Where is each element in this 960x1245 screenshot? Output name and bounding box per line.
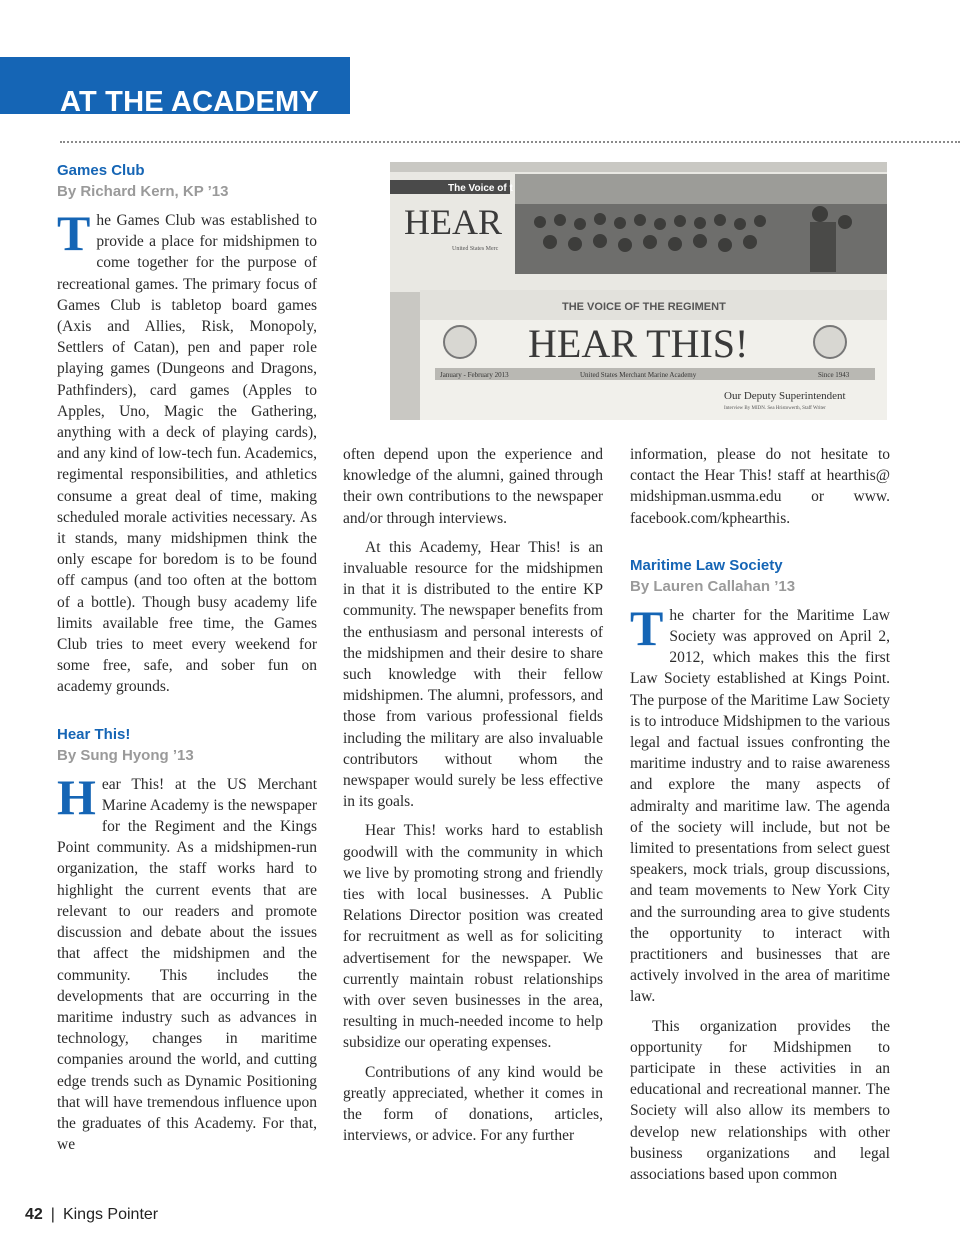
maritime-law-paragraph-2: This organization provides the opportunity for Midshipmen to participate in these activities in an educational and recreational manner. The Society will also allow its members to develop new relationships with other business organizations and legal associations based upon common bbox=[630, 1017, 890, 1184]
footer-separator: | bbox=[50, 1206, 55, 1223]
column-1 bbox=[57, 160, 317, 1163]
masthead: HEAR THIS! bbox=[528, 321, 749, 366]
hear-this-paragraph-1-continued: often depend upon the experience and knowledge of the alumni, gained through their own contributions to the newspaper and/or through interviews. bbox=[343, 446, 603, 527]
games-club-paragraph: The Games Club was established to provide a place for midshipmen to come together for the purpose of recreational games. The primary focus of Games Club is tabletop board games (Axis and Allies, Risk, Monopoly, Settlers of Catan), pen and paper role playing games (Dungeons and Dragons, Pathfinders), card games (Apples to Apples, Uno, Magic the Gathering, anything with a deck of playing cards), and any kind of low-tech fun. Academics, regimental responsibilities, and athletics consume a great deal of time, making scheduled morale activities necessary. As it stands, many midshipmen think the only escape for boredom is to be found off campus (and too often at the bottom of a bottle). Though busy academy life limits available free time, the Games Club tries to meet every weekend for some free, safe, and sober fun on academy grounds. bbox=[57, 205, 317, 696]
column-3 bbox=[630, 444, 890, 1193]
article-credit: Interview By MIDN. Sea Hristowerth, Staff Writer bbox=[724, 406, 826, 411]
dropcap: T bbox=[57, 205, 91, 261]
hear-this-paragraph-4-continued: information, please do not hesitate to contact the Hear This! staff at hearthis@ midshipman.usmma.edu or www. facebook.com/kphearthis. bbox=[630, 446, 890, 527]
back-masthead: HEAR bbox=[404, 202, 502, 242]
dotted-divider bbox=[60, 141, 960, 143]
maritime-law-heading: Maritime Law Society bbox=[630, 556, 783, 574]
since-year: Since 1943 bbox=[818, 371, 850, 379]
hear-this-paragraph-2: At this Academy, Hear This! is an invaluable resource for the midshipmen in that it is distributed to the entire KP community. The newspaper benefits from the enthusiasm and personal interests of the midshipmen and their desire to share such knowledge with their fellow midshipmen. The alumni, professors, and those from various professional fields including the military are also invaluable contributors without whom the newspaper would surely be less effective in its goals. bbox=[343, 538, 603, 811]
games-club-byline: By Richard Kern, KP ’13 bbox=[57, 183, 229, 200]
hear-this-heading: Hear This! bbox=[57, 725, 131, 743]
hear-this-paragraph-1: Hear This! at the US Merchant Marine Academy is the newspaper for the Regiment and the Kings Point community. As a midshipmen-run organization, the staff works hard to highlight the current events that are relevant to our readers and promote discussion and debate about the issues that affect the midshipmen and the community. This includes the developments that are occurring in the maritime industry such as advances in technology, changes in maritime companies around the world, and cutting edge trends such as Dynamic Positioning that will have tremendous influence upon the graduates of this Academy. For that, we bbox=[57, 768, 317, 1154]
back-masthead-tag: The Voice of t bbox=[448, 183, 513, 194]
hear-this-paragraph-4: Contributions of any kind would be greatly appreciated, whether it comes in the form of donations, articles, interviews, or advice. For any further bbox=[343, 1063, 603, 1145]
newspaper-photo bbox=[390, 162, 887, 420]
hear-this-paragraph-3: Hear This! works hard to establish goodwill with the community in which we live by promoting strong and friendly ties with local businesses. A Public Relations Director position was created for recruitment as well as for soliciting advertisement for the newspaper. We currently maintain robust relationships with over seven businesses in the area, resulting in much-needed income to help subsidize our operating expenses. bbox=[343, 822, 603, 1052]
back-subtitle: United States Merc bbox=[452, 246, 499, 252]
masthead-tagline: THE VOICE OF THE REGIMENT bbox=[562, 301, 726, 313]
hear-this-byline: By Sung Hyong ’13 bbox=[57, 746, 194, 764]
publication-name: Kings Pointer bbox=[62, 1206, 159, 1223]
games-club-heading: Games Club bbox=[57, 162, 145, 179]
page-number: 42 bbox=[25, 1206, 43, 1223]
article-headline: Our Deputy Superintendent bbox=[724, 390, 846, 402]
maritime-law-byline: By Lauren Callahan ’13 bbox=[630, 577, 796, 595]
page-footer bbox=[25, 1206, 158, 1224]
maritime-law-paragraph-1: The charter for the Maritime Law Society was approved on April 2, 2012, which makes this the first Law Society established at Kings Point. The purpose of the Maritime Law Society is to introduce Midshipmen to the various legal and factual issues confronting the maritime industry and to raise awareness and explore the many aspects of admiralty and maritime law. The agenda of the society will include, but not be limited to presentations from select guest speakers, mock trials, group discussions, and team movements to New York City and the surrounding area to give students the opportunity to interact with practitioners and businesses that are actively involved in the area of maritime law. bbox=[630, 599, 890, 1006]
column-2 bbox=[343, 444, 603, 1155]
dropcap: T bbox=[630, 599, 664, 656]
issue-date: January - February 2013 bbox=[440, 371, 509, 379]
section-title: AT THE ACADEMY bbox=[60, 86, 319, 118]
dropcap: H bbox=[57, 768, 96, 825]
school-name: United States Merchant Marine Academy bbox=[580, 371, 697, 379]
